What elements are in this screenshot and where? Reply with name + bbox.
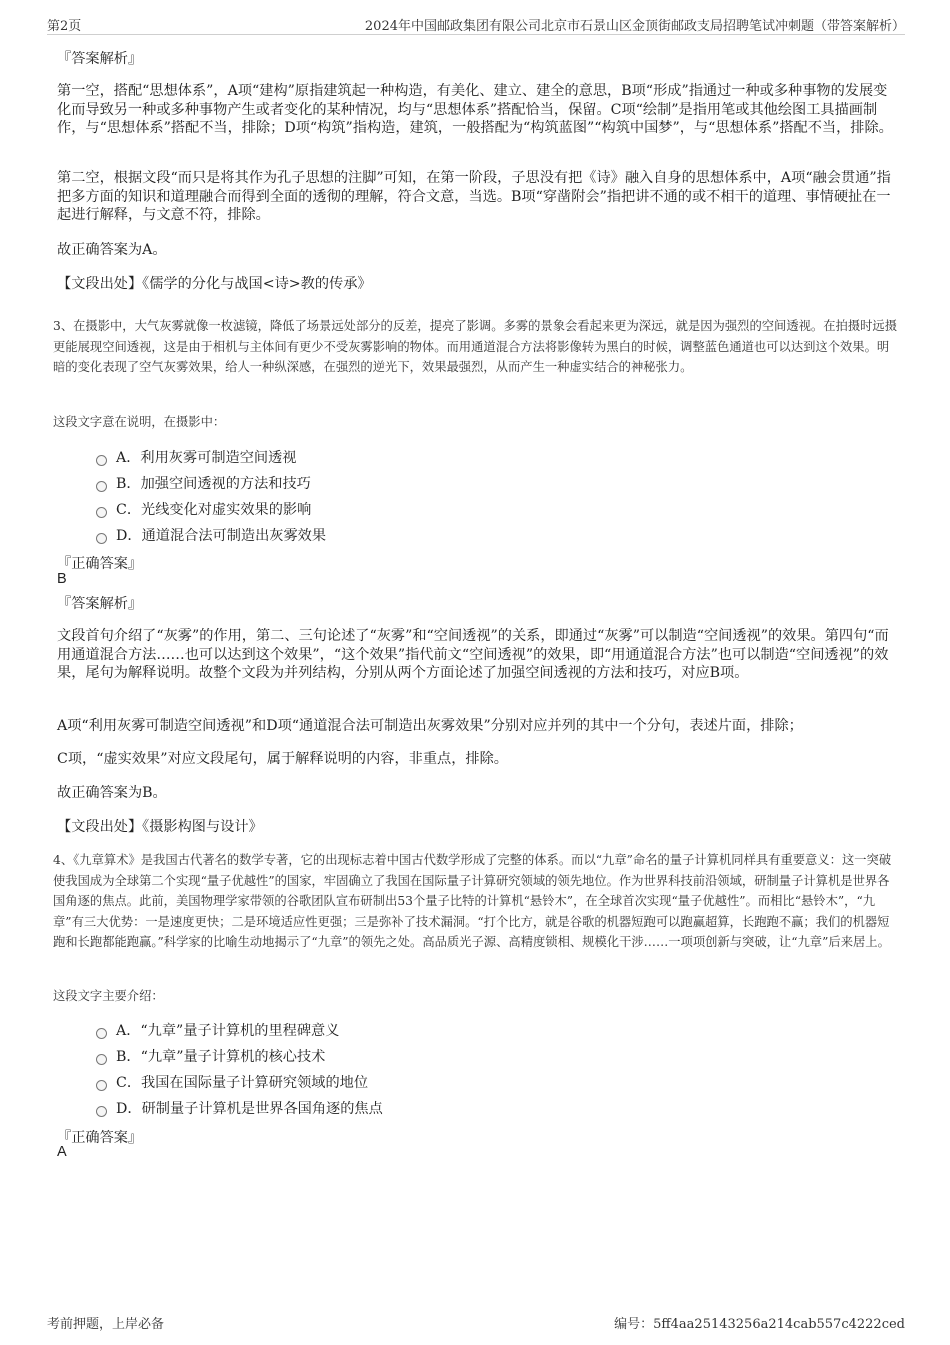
radio-button[interactable]	[96, 507, 107, 518]
source-citation: 【文段出处】《儒学的分化与战国<诗>教的传承》	[57, 276, 372, 292]
source-citation: 【文段出处】《摄影构图与设计》	[57, 819, 263, 835]
question-text: 3、在摄影中，大气灰雾就像一枚滤镜，降低了场景远处部分的反差，提亮了影调。多雾的景象会看起来更为深远，就是因为强烈的空间透视。在拍摄时远摄更能展现空间透视，这是由于相机与主体间有更少不受灰雾影响的物体。而用通道混合方法将影像转为黑白的时候，调整蓝色通道也可以达到这个效果。明暗的变化表现了空气灰雾效果，给人一种纵深感，在强烈的逆光下，效果最强烈，从而产生一种虚实结合的神秘张力。	[53, 319, 898, 374]
option-b[interactable]: B．“九章”量子计算机的核心技术	[96, 1046, 325, 1066]
question-prompt: 这段文字意在说明，在摄影中：	[53, 415, 226, 429]
analysis-paragraph: A项“利用灰雾可制造空间透视”和D项“通道混合法可制造出灰雾效果”分别对应并列的其中一个分句，表述片面，排除；	[57, 718, 803, 734]
radio-button[interactable]	[96, 455, 107, 466]
analysis-paragraph: 第二空，根据文段“而只是将其作为孔子思想的注脚”可知，在第一阶段，子思没有把《诗》融入自身的思想体系中，A项“融会贯通”指把多方面的知识和道理融合而得到全面的透彻的理解，符合文意，当选。B项“穿凿附会”指把讲不通的或不相干的道理、事情硬扯在一起进行解释，与文意不符，排除。	[57, 170, 891, 224]
correct-answer-label: 『正确答案』	[57, 1130, 143, 1146]
option-c[interactable]: C．我国在国际量子计算研究领域的地位	[96, 1072, 368, 1092]
radio-button[interactable]	[96, 1080, 107, 1091]
correct-answer: A	[57, 1144, 67, 1160]
question-text: 4、《九章算术》是我国古代著名的数学专著，它的出现标志着中国古代数学形成了完整的体系。而以“九章”命名的量子计算机同样具有重要意义：这一突破使我国成为全球第二个实现“量子优越性”的国家，牢固确立了我国在国际量子计算研究领域的领先地位。作为世界科技前沿领域，研制量子计算机是世界各国角逐的焦点。此前，美国物理学家带领的谷歌团队宣布研制出53个量子比特的计算机“悬铃木”，在全球首次实现“量子优越性”。而相比“悬铃木”，“九章”有三大优势：一是速度更快；二是环境适应性更强；三是弥补了技术漏洞。“打个比方，就是谷歌的机器短跑可以跑赢超算，长跑跑不赢；我们的机器短跑和长跑都能跑赢。”科学家的比喻生动地揭示了“九章”的领先之处。高品质光子源、高精度锁相、规模化干涉……一项项创新与突破，让“九章”后来居上。	[53, 853, 892, 949]
correct-answer-label: 『正确答案』	[57, 556, 143, 572]
option-a[interactable]: A．利用灰雾可制造空间透视	[96, 447, 297, 467]
document-id: 编号：5ff4aa25143256a214cab557c4222ced	[614, 1317, 905, 1332]
conclusion: 故正确答案为B。	[57, 785, 167, 801]
radio-button[interactable]	[96, 1106, 107, 1117]
analysis-paragraph: 文段首句介绍了“灰雾”的作用，第二、三句论述了“灰雾”和“空间透视”的关系，即通过“灰雾”可以制造“空间透视”的效果。第四句“而用通道混合方法……也可以达到这个效果”，“这个效果”指代前文“空间透视”的效果，即“用通道混合方法”也可以制造“空间透视”的效果，尾句为解释说明。故整个文段为并列结构，分别从两个方面论述了加强空间透视的方法和技巧，对应B项。	[57, 628, 889, 682]
page-header	[47, 14, 905, 35]
radio-button[interactable]	[96, 533, 107, 544]
page-number: 第2页	[47, 19, 82, 34]
analysis-label: 『答案解析』	[57, 51, 143, 67]
radio-button[interactable]	[96, 1028, 107, 1039]
option-d[interactable]: D．通道混合法可制造出灰雾效果	[96, 525, 326, 545]
correct-answer: B	[57, 571, 67, 587]
option-a[interactable]: A．“九章”量子计算机的里程碑意义	[96, 1020, 339, 1040]
document-title: 2024年中国邮政集团有限公司北京市石景山区金顶街邮政支局招聘笔试冲刺题（带答案解析）	[364, 19, 905, 34]
analysis-label: 『答案解析』	[57, 596, 143, 612]
question-prompt: 这段文字主要介绍：	[53, 989, 164, 1003]
analysis-paragraph: 第一空，搭配“思想体系”，A项“建构”原指建筑起一种构造，有美化、建立、建全的意思，B项“形成”指通过一种或多种事物的发展变化而导致另一种或多种事物产生或者变化的某种情况，均与“思想体系”搭配恰当，保留。C项“绘制”是指用笔或其他绘图工具描画制作，与“思想体系”搭配不当，排除；D项“构筑”指构造，建筑，一般搭配为“构筑蓝图”“构筑中国梦”，与“思想体系”搭配不当，排除。	[57, 83, 893, 137]
option-c[interactable]: C．光线变化对虚实效果的影响	[96, 499, 311, 519]
footer-slogan: 考前押题，上岸必备	[47, 1317, 165, 1332]
option-d[interactable]: D．研制量子计算机是世界各国角逐的焦点	[96, 1098, 383, 1118]
radio-button[interactable]	[96, 1054, 107, 1065]
radio-button[interactable]	[96, 481, 107, 492]
conclusion: 故正确答案为A。	[57, 242, 167, 258]
analysis-paragraph: C项，“虚实效果”对应文段尾句，属于解释说明的内容，非重点，排除。	[57, 751, 508, 767]
option-b[interactable]: B．加强空间透视的方法和技巧	[96, 473, 311, 493]
